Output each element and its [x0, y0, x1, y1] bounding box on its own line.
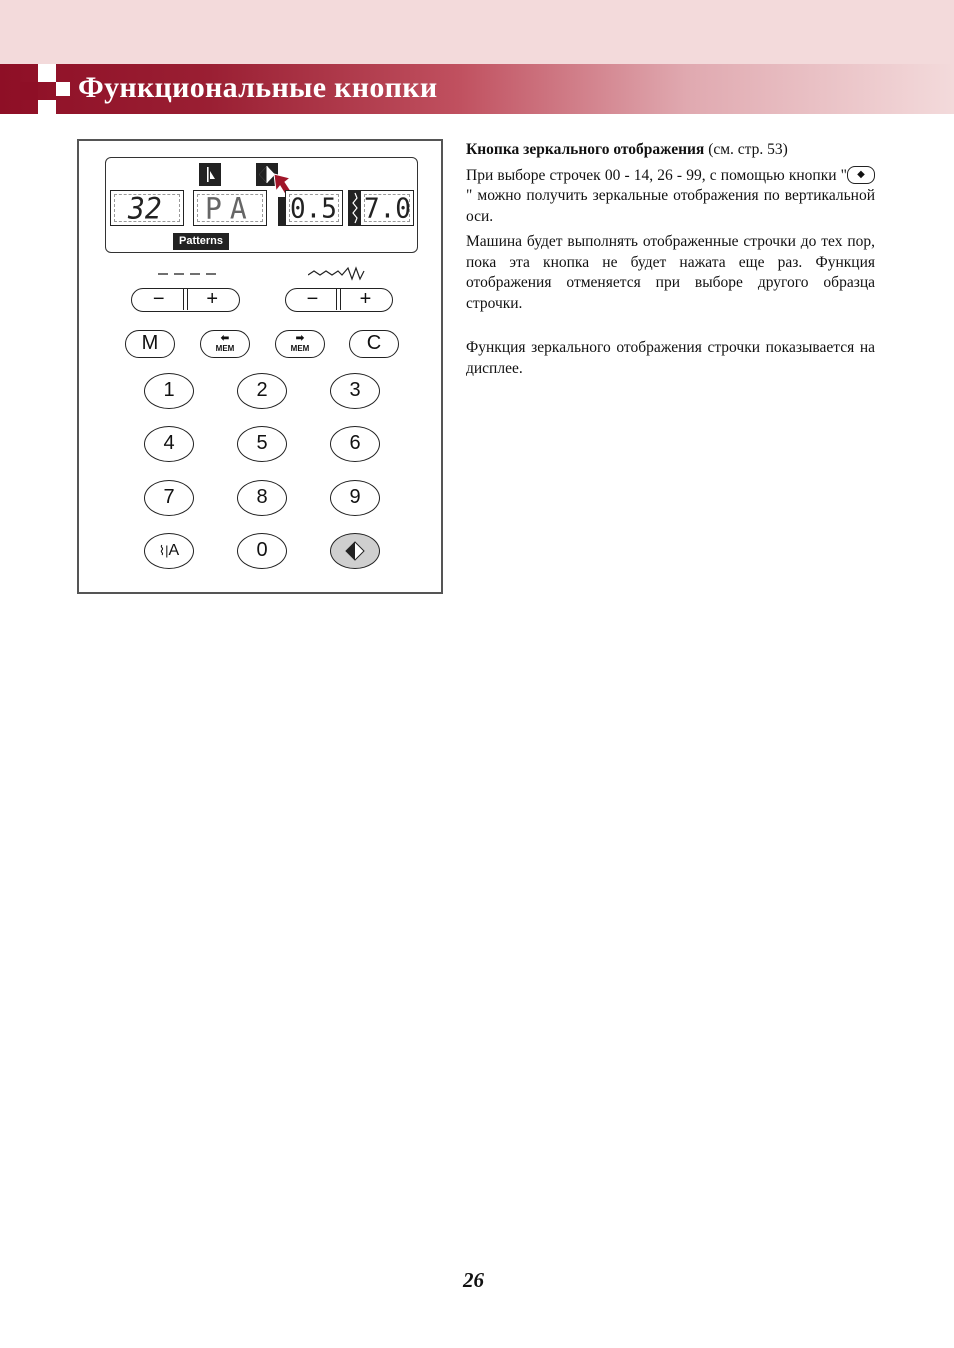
paragraph-2: Машина будет выполнять отображенные строчки до тех пор, пока эта кнопка не будет нажата еще раз. Функция отображения отменяется при выборе другого образца строчки. — [466, 233, 875, 312]
p1-after: " можно получить зеркальные отображения по вертикальной оси. — [466, 187, 875, 225]
width-value: 7.0 — [364, 193, 411, 225]
key-1[interactable]: 1 — [144, 373, 194, 409]
width-plus-button[interactable]: + — [359, 288, 372, 310]
alpha-label: A — [168, 542, 180, 559]
key-3[interactable]: 3 — [330, 373, 380, 409]
mirror-button[interactable] — [330, 533, 380, 569]
mirror-icon: ◆ — [847, 166, 875, 184]
key-7[interactable]: 7 — [144, 480, 194, 516]
key-0[interactable]: 0 — [237, 533, 287, 569]
mem-label: MEM — [215, 344, 235, 353]
heading-ref: (см. стр. 53) — [704, 141, 788, 158]
p1-before: При выборе строчек 00 - 14, 26 - 99, с помощью кнопки " — [466, 166, 847, 184]
key-9[interactable]: 9 — [330, 480, 380, 516]
section-heading — [466, 140, 875, 161]
heading-bold: Кнопка зеркального отображения — [466, 141, 705, 158]
key-6[interactable]: 6 — [330, 426, 380, 462]
page-number: 26 — [463, 1268, 484, 1292]
length-value: 0.5 — [290, 193, 337, 225]
paragraph-3: Функция зеркального отображения строчки показывается на дисплее. — [466, 339, 875, 377]
c-button[interactable]: C — [349, 330, 399, 358]
width-stepper[interactable] — [285, 288, 393, 312]
straight-stitch-icon — [158, 268, 218, 278]
header-square — [38, 64, 56, 82]
stitch-wave-icon — [308, 266, 366, 282]
m-button[interactable]: M — [125, 330, 175, 358]
pattern-number: 32 — [128, 191, 162, 226]
header-square — [38, 100, 56, 114]
key-5[interactable]: 5 — [237, 426, 287, 462]
needle-stop-icon — [199, 163, 221, 186]
memory-back-button[interactable] — [200, 330, 250, 358]
length-plus-button[interactable]: + — [206, 288, 219, 310]
alpha-icon: ⌇| — [158, 543, 169, 558]
header-square — [56, 82, 70, 96]
memory-forward-icon: ➡ — [295, 333, 305, 344]
mem-label: MEM — [290, 344, 310, 353]
width-minus-button[interactable]: − — [306, 288, 319, 310]
header-square — [20, 82, 38, 100]
paragraph-1 — [466, 166, 875, 228]
key-8[interactable]: 8 — [237, 480, 287, 516]
memory-back-icon: ⬅ — [220, 333, 230, 344]
memory-forward-button[interactable] — [275, 330, 325, 358]
alpha-button[interactable] — [144, 533, 194, 569]
mirror-icon — [344, 540, 366, 562]
length-stepper[interactable] — [131, 288, 240, 312]
page-title: Функциональные кнопки — [78, 71, 438, 104]
mode-value: PA — [205, 191, 255, 226]
key-2[interactable]: 2 — [237, 373, 287, 409]
description — [466, 140, 875, 384]
length-minus-button[interactable]: − — [152, 288, 165, 310]
header-band — [0, 0, 954, 68]
patterns-label: Patterns — [173, 233, 229, 250]
key-4[interactable]: 4 — [144, 426, 194, 462]
